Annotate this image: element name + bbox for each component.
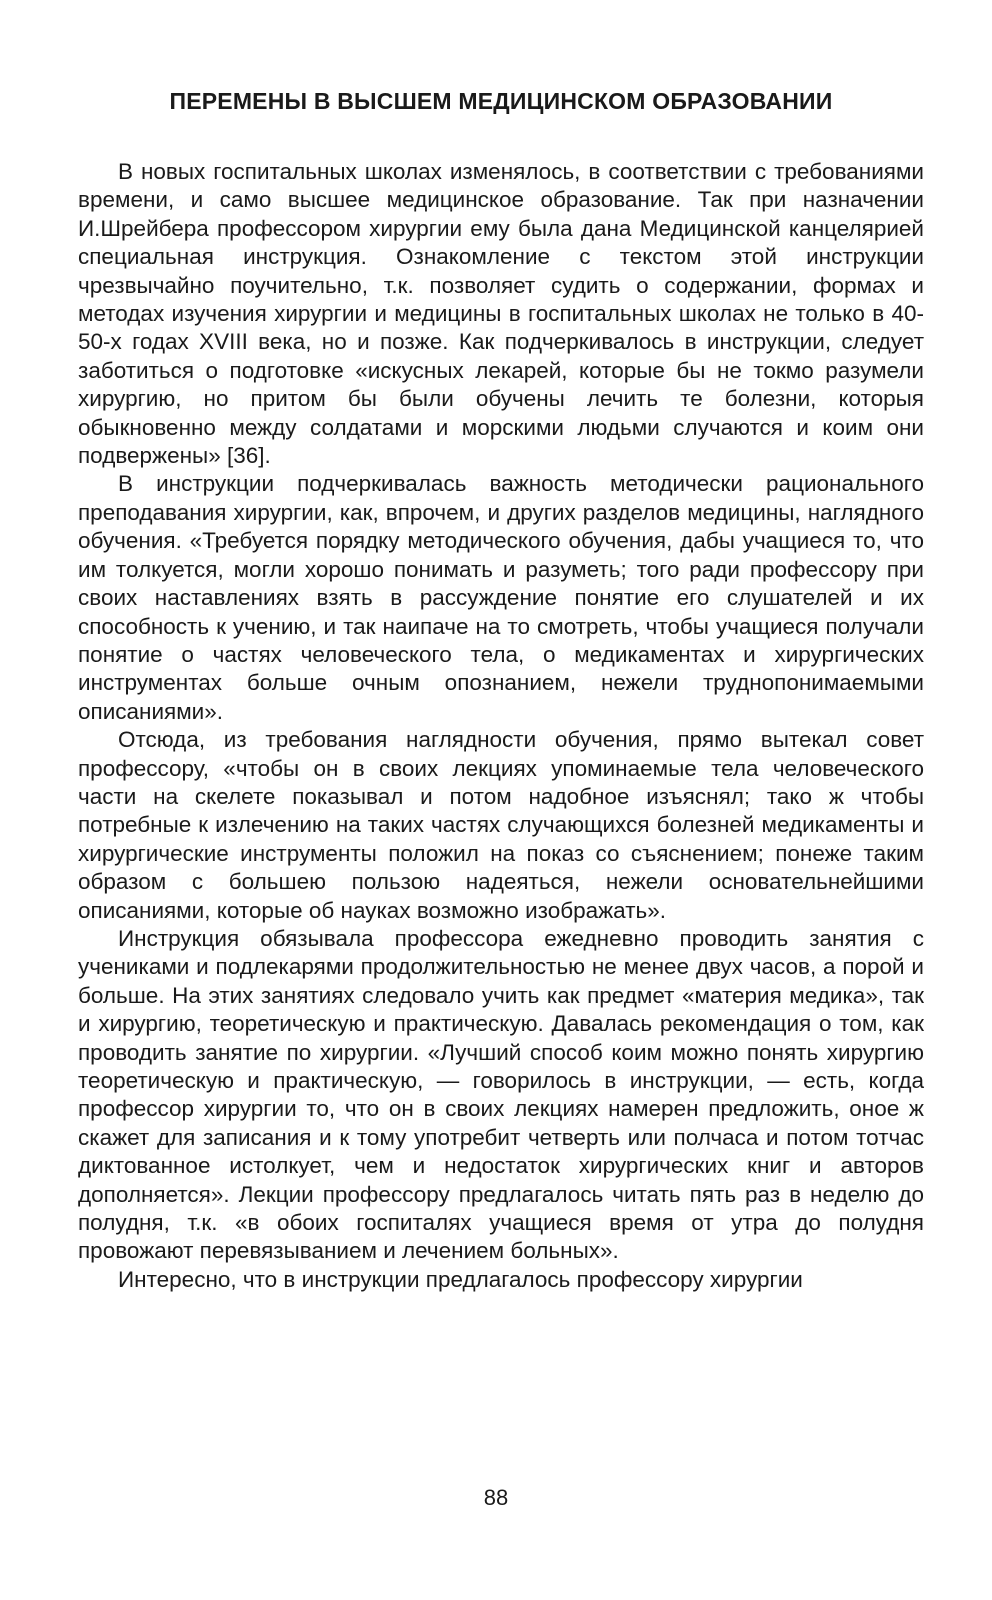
page-body [78, 84, 924, 1294]
paragraph-5: Интересно, что в инструкции предлагалось профессору хирургии [118, 1266, 803, 1292]
paragraph-3: Отсюда, из требования наглядности обучения, прямо вытекал совет профессору, «чтобы он в своих лекциях упоминаемые тела человеческого части на скелете показывал и потом надобное изъяснял; тако ж чтобы потребные к излечению на таких частях случающихся болезней медикаменты и хирургические инструменты положил на показ со съяснением; понеже таким образом с большею пользою надеяться, нежели основательнейшими описаниями, которые об науках возможно изображать». [78, 727, 924, 923]
paragraph-1: В новых госпитальных школах изменялось, в соответствии с требованиями времени, и само высшее медицинское образование. Так при назначении И.Шрейбера профессором хирургии ему была дана Медицинской канцелярией специальная инструкция. Ознакомление с текстом этой инструкции чрезвычайно поучительно, т.к. позволяет судить о содержании, формах и методах изучения хирургии и медицины в госпитальных школах не только в 40-50-х годах XVIII века, но и позже. Как подчеркивалось в инструкции, следует заботиться о подготовке «искусных лекарей, которые бы не токмо разумели хирургию, но притом бы были обучены лечить те болезни, которыя обыкновенно между солдатами и морскими людьми случаются и коим они подвержены» [36]. [78, 159, 924, 469]
paragraph-4: Инструкция обязывала профессора ежедневно проводить занятия с учениками и подлекарями продолжительностью не менее двух часов, а порой и больше. На этих занятиях следовало учить как предмет «материя медика», так и хирургию, теоретическую и практическую. Давалась рекомендация о том, как проводить занятие по хирургии. «Лучший способ коим можно понять хирургию теоретическую и практическую, — говорилось в инструкции, — есть, когда профессор хирургии то, что он в своих лекциях намерен предложить, оное ж скажет для записания и к тому употребит четверть или полчаса и потом тотчас диктованное истолкует, чем и недостаток хирургических книг и авторов дополняется». Лекции профессору предлагалось читать пять раз в неделю до полудня, т.к. «в обоих госпиталях учащиеся время от утра до полудня провожают перевязыванием и лечением больных». [78, 925, 924, 1264]
paragraph-2: В инструкции подчеркивалась важность методически рационального преподавания хирургии, как, впрочем, и других разделов медицины, наглядного обучения. «Требуется порядку методического обучения, дабы учащиеся то, что им толкуется, могли хорошо понимать и разуметь; того ради профессору при своих наставлениях взять в рассуждение понятие его слушателей и их способность к учению, и так наипаче на то смотреть, чтобы учащиеся получали понятие о частях человеческого тела, о медикаментах и хирургических инструментах больше очным опознанием, нежели труднопонимаемыми описаниями». [78, 471, 924, 724]
page-title: ПЕРЕМЕНЫ В ВЫСШЕМ МЕДИЦИНСКОМ ОБРАЗОВАНИИ [169, 88, 833, 114]
page-number: 88 [483, 1485, 509, 1510]
